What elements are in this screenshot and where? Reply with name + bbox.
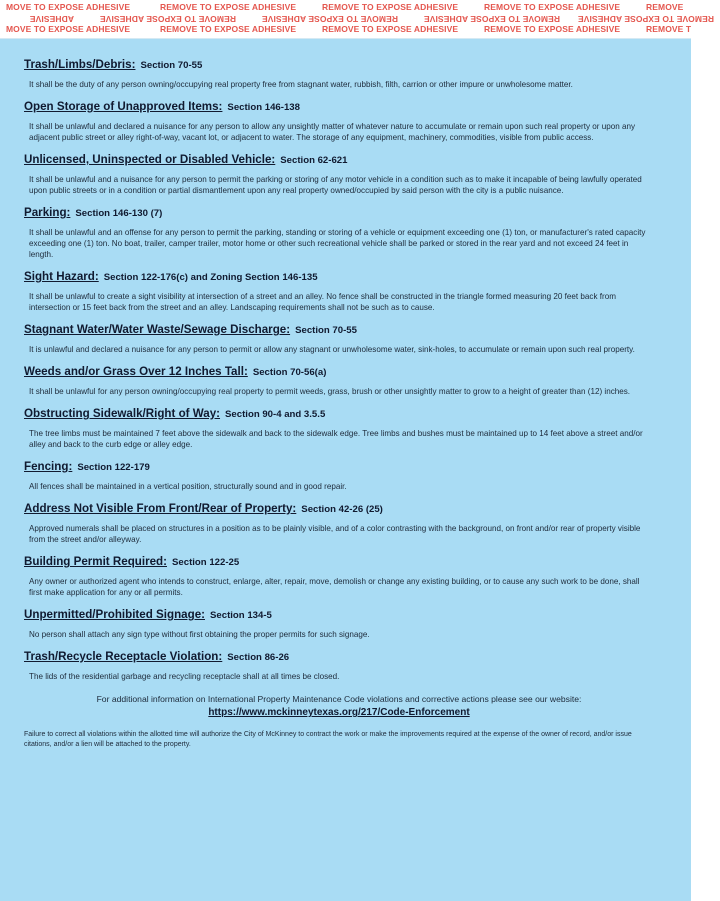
liner-text: ADHESIVE <box>29 14 74 24</box>
section-text: All fences shall be maintained in a vertical position, structurally sound and in good repair. <box>29 482 347 491</box>
section-heading <box>24 555 654 568</box>
section-text: Any owner or authorized agent who intends to construct, enlarge, alter, repair, move, demolish or change any existing building, or to cause any such work to be done, shall first make application for any or all permits. <box>29 577 640 597</box>
section-text: It shall be unlawful and declared a nuisance for any person to allow any unsightly matter of whatever nature to accumulate or remain upon such real property or upon any adjacent public street or alley right-of-way, vacant lot, or adjacent to water. The storage of any equipment, machinery, commodities, visible from public access. <box>29 122 636 142</box>
liner-text: REMOVE TO EXPOSE ADHESIVE <box>261 14 398 24</box>
footer-note: Failure to correct all violations within the allotted time will authorize the City of McKinney to contract the work or make the improvements required at the expense of the owner of record, and/or issue citations, and/or a lien will be attached to the property. <box>24 731 632 748</box>
code-enforcement-link[interactable]: https://www.mckinneytexas.org/217/Code-Enforcement <box>208 707 470 718</box>
liner-text: REMOVE TO EXPOSE ADHESIVE <box>484 24 621 34</box>
section-text: It is unlawful and declared a nuisance for any person to permit or allow any stagnant or unwholesome water, sink-holes, to accumulate or remain upon such real property. <box>29 345 635 354</box>
section-heading <box>24 100 654 113</box>
section-open-storage <box>24 100 654 143</box>
section-signage <box>24 608 654 640</box>
liner-text: REMOVE TO EXPOSE ADHESIVE <box>484 2 621 12</box>
section-reference: Section 146-138 <box>227 102 300 113</box>
section-title: Weeds and/or Grass Over 12 Inches Tall: <box>24 365 248 378</box>
section-title: Unlicensed, Uninspected or Disabled Vehicle: <box>24 153 276 166</box>
section-weeds-grass <box>24 365 654 397</box>
section-text: The tree limbs must be maintained 7 feet above the sidewalk and back to the sidewalk edge. Tree limbs and bushes must be maintained up to 14 feet above a street and/or alley and back to the curb edge or alley edge. <box>29 429 643 449</box>
section-title: Trash/Recycle Receptacle Violation: <box>24 650 223 663</box>
liner-text: REMOVE TO EXPOSE ADHESIVE <box>577 14 714 24</box>
section-reference: Section 122-179 <box>77 462 150 473</box>
section-heading <box>24 650 654 663</box>
liner-text: REMOVE TO EXPOSE ADHESIVE <box>322 24 459 34</box>
section-obstructing-sidewalk <box>24 407 654 450</box>
liner-text: REMOVE TO EXPOSE ADHESIVE <box>99 14 236 24</box>
section-heading <box>24 58 654 71</box>
section-title: Address Not Visible From Front/Rear of Property: <box>24 502 297 515</box>
section-heading <box>24 407 654 420</box>
section-text: Approved numerals shall be placed on structures in a position as to be plainly visible, and of a color contrasting with the background, on front and/or rear of property visible from the street and/or alleyway. <box>29 524 641 544</box>
section-heading <box>24 206 654 219</box>
liner-text: REMOVE TO EXPOSE ADHESIVE <box>160 24 297 34</box>
section-parking <box>24 206 654 260</box>
footer-info: For additional information on International Property Maintenance Code violations and corrective actions please see our website: <box>96 694 582 704</box>
section-text: It shall be the duty of any person owning/occupying real property free from stagnant water, rubbish, filth, carrion or other impure or unwholesome matter. <box>29 80 573 89</box>
section-title: Trash/Limbs/Debris: <box>24 58 136 71</box>
section-title: Building Permit Required: <box>24 555 167 568</box>
section-text: No person shall attach any sign type without first obtaining the proper permits for such signage. <box>29 630 370 639</box>
section-reference: Section 134-5 <box>210 610 272 621</box>
section-receptacle <box>24 650 654 682</box>
section-reference: Section 122-25 <box>172 557 240 568</box>
section-heading <box>24 153 654 166</box>
liner-text: REMOVE <box>646 2 684 12</box>
liner-text: MOVE TO EXPOSE ADHESIVE <box>6 2 131 12</box>
section-heading <box>24 502 654 515</box>
section-reference: Section 62-621 <box>280 155 348 166</box>
section-heading <box>24 608 654 621</box>
section-reference: Section 90-4 and 3.5.5 <box>225 409 326 420</box>
section-heading <box>24 323 654 336</box>
violations-list <box>24 58 654 749</box>
section-building-permit <box>24 555 654 598</box>
section-fencing <box>24 460 654 492</box>
section-title: Open Storage of Unapproved Items: <box>24 100 223 113</box>
section-reference: Section 70-55 <box>295 325 357 336</box>
section-reference: Section 122-176(c) and Zoning Section 146-135 <box>103 272 318 283</box>
liner-row-3 <box>0 24 720 36</box>
section-reference: Section 70-55 <box>140 60 203 71</box>
section-reference: Section 42-26 (25) <box>301 504 383 515</box>
liner-text: REMOVE TO EXPOSE ADHESIVE <box>322 2 459 12</box>
section-stagnant-water <box>24 323 654 355</box>
section-title: Sight Hazard: <box>24 270 99 283</box>
liner-row-2 <box>0 12 720 24</box>
section-reference: Section 146-130 (7) <box>75 208 163 219</box>
section-unlicensed-vehicle <box>24 153 654 196</box>
section-reference: Section 86-26 <box>227 652 290 663</box>
adhesive-liner-strip <box>0 0 714 39</box>
liner-text: REMOVE TO EXPOSE ADHESIVE <box>160 2 297 12</box>
section-trash-limbs-debris <box>24 58 654 90</box>
liner-text: REMOVE TO EXPOSE ADHESIVE <box>423 14 560 24</box>
section-heading <box>24 460 654 473</box>
section-heading <box>24 365 654 378</box>
section-text: The lids of the residential garbage and recycling receptacle shall at all times be closed. <box>29 672 340 681</box>
section-title: Parking: <box>24 206 71 219</box>
liner-text: REMOVE T <box>646 24 692 34</box>
section-title: Obstructing Sidewalk/Right of Way: <box>24 407 221 420</box>
section-title: Fencing: <box>24 460 73 473</box>
section-text: It shall be unlawful and an offense for any person to permit the parking, standing or storing of a vehicle or equipment exceeding one (1) ton, or manufacturer's rated capacity exceeding one (1) ton. No boat, trailer, camper trailer, motor home or other such recreational vehicle shall be parked or stored in the rear yard and not exceed 24 feet in length. <box>29 228 646 259</box>
section-title: Unpermitted/Prohibited Signage: <box>24 608 205 621</box>
section-title: Stagnant Water/Water Waste/Sewage Discharge: <box>24 323 291 336</box>
section-address-not-visible <box>24 502 654 545</box>
section-text: It shall be unlawful to create a sight visibility at intersection of a street and an alley. No fence shall be constructed in the triangle formed measuring 20 feet back from intersection or 15 feet back from the street and an alley. Landscaping requirements shall not be such as to cause. <box>29 292 616 312</box>
section-reference: Section 70-56(a) <box>252 367 327 378</box>
section-text: It shall be unlawful for any person owning/occupying real property to permit weeds, grass, brush or other unsightly matter to grow to a height of greater than (12) inches. <box>29 387 631 396</box>
liner-text: MOVE TO EXPOSE ADHESIVE <box>6 24 131 34</box>
section-text: It shall be unlawful and a nuisance for any person to permit the parking or storing of any motor vehicle in a condition such as to make it incapable of being lawfully operated upon public streets or in a condition or partial dismantlement upon any real property owned/occupied by said person with the city is a public nuisance. <box>29 175 642 195</box>
section-sight-hazard <box>24 270 654 313</box>
section-heading <box>24 270 654 283</box>
